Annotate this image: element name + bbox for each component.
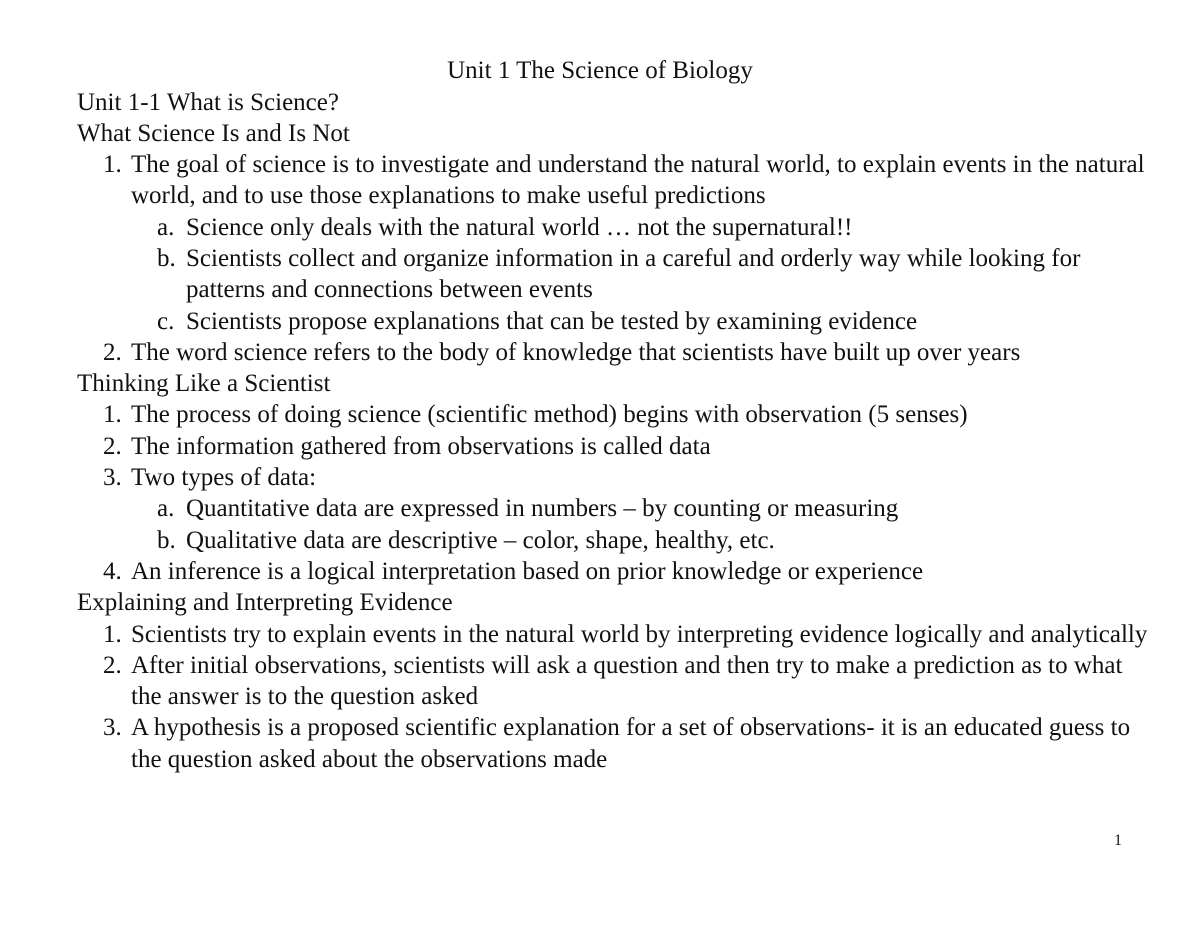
sub-list-marker: a.: [157, 495, 175, 523]
list-item-text: A hypothesis is a proposed scientific explanation for a set of observations- it is an educated guess to the question asked about the observations made: [131, 714, 1131, 773]
page-number: 1: [1114, 832, 1122, 849]
list-item: [77, 431, 1157, 462]
document-body: [77, 87, 1157, 776]
sub-list-marker: c.: [157, 307, 175, 335]
section-heading-explaining-evidence: Explaining and Interpreting Evidence: [77, 589, 453, 617]
list-item-text: An inference is a logical interpretation based on prior knowledge or experience: [131, 557, 924, 585]
list-marker: 2.: [103, 338, 122, 366]
sub-list-marker: a.: [157, 213, 175, 241]
list-item: [77, 337, 1157, 368]
list-item: [77, 462, 1157, 493]
sub-list-marker: b.: [157, 526, 176, 554]
section-heading-thinking-like-scientist: Thinking Like a Scientist: [77, 370, 331, 398]
section-heading-what-science-is: What Science Is and Is Not: [77, 119, 350, 147]
sub-list-item: [77, 243, 1157, 306]
list-marker: 3.: [103, 714, 122, 742]
list-item: [77, 399, 1157, 430]
list-item: [77, 556, 1157, 587]
sub-list-item: [77, 525, 1157, 556]
list-item-text: The process of doing science (scientific method) begins with observation (5 senses): [131, 401, 968, 429]
sub-list-item: [77, 212, 1157, 243]
sub-list-item-text: Scientists propose explanations that can be tested by examining evidence: [186, 307, 918, 335]
sub-list-item-text: Science only deals with the natural world … not the supernatural!!: [186, 213, 853, 241]
list-item: [77, 619, 1157, 650]
unit-subtitle: Unit 1-1 What is Science?: [77, 88, 339, 116]
list-marker: 2.: [103, 432, 122, 460]
list-marker: 4.: [103, 557, 122, 585]
list-marker: 1.: [103, 620, 122, 648]
list-marker: 2.: [103, 651, 122, 679]
section-list-thinking-like-scientist: [77, 399, 1157, 587]
list-item-text: The goal of science is to investigate and understand the natural world, to explain events in the natural world, and to use those explanations to make useful predictions: [131, 151, 1145, 210]
sub-list-item: [77, 306, 1157, 337]
list-item-text: After initial observations, scientists will ask a question and then try to make a prediction as to what the answer is to the question asked: [131, 651, 1123, 711]
section-list-what-science-is: [77, 149, 1157, 368]
list-item-text: Two types of data:: [131, 464, 317, 492]
list-marker: 1.: [103, 401, 122, 429]
list-item-text: Scientists try to explain events in the natural world by interpreting evidence logically and analytically: [131, 620, 1148, 648]
list-item: [77, 149, 1157, 212]
list-item-text: The information gathered from observations is called data: [131, 432, 711, 460]
sub-list-marker: b.: [157, 244, 176, 272]
list-marker: 3.: [103, 464, 122, 492]
list-marker: 1.: [103, 151, 122, 179]
sub-list-item-text: Qualitative data are descriptive – color, shape, healthy, etc.: [186, 526, 775, 554]
list-item-text: The word science refers to the body of knowledge that scientists have built up over years: [131, 338, 1021, 366]
sub-list-item-text: Scientists collect and organize information in a careful and orderly way while looking for patterns and connections between events: [186, 244, 1081, 304]
page-title: Unit 1 The Science of Biology: [447, 57, 753, 84]
sub-list-item-text: Quantitative data are expressed in numbers – by counting or measuring: [186, 495, 899, 523]
section-list-explaining-evidence: [77, 619, 1157, 775]
list-item: [77, 650, 1157, 713]
sub-list-item: [77, 493, 1157, 524]
list-item: [77, 712, 1157, 775]
